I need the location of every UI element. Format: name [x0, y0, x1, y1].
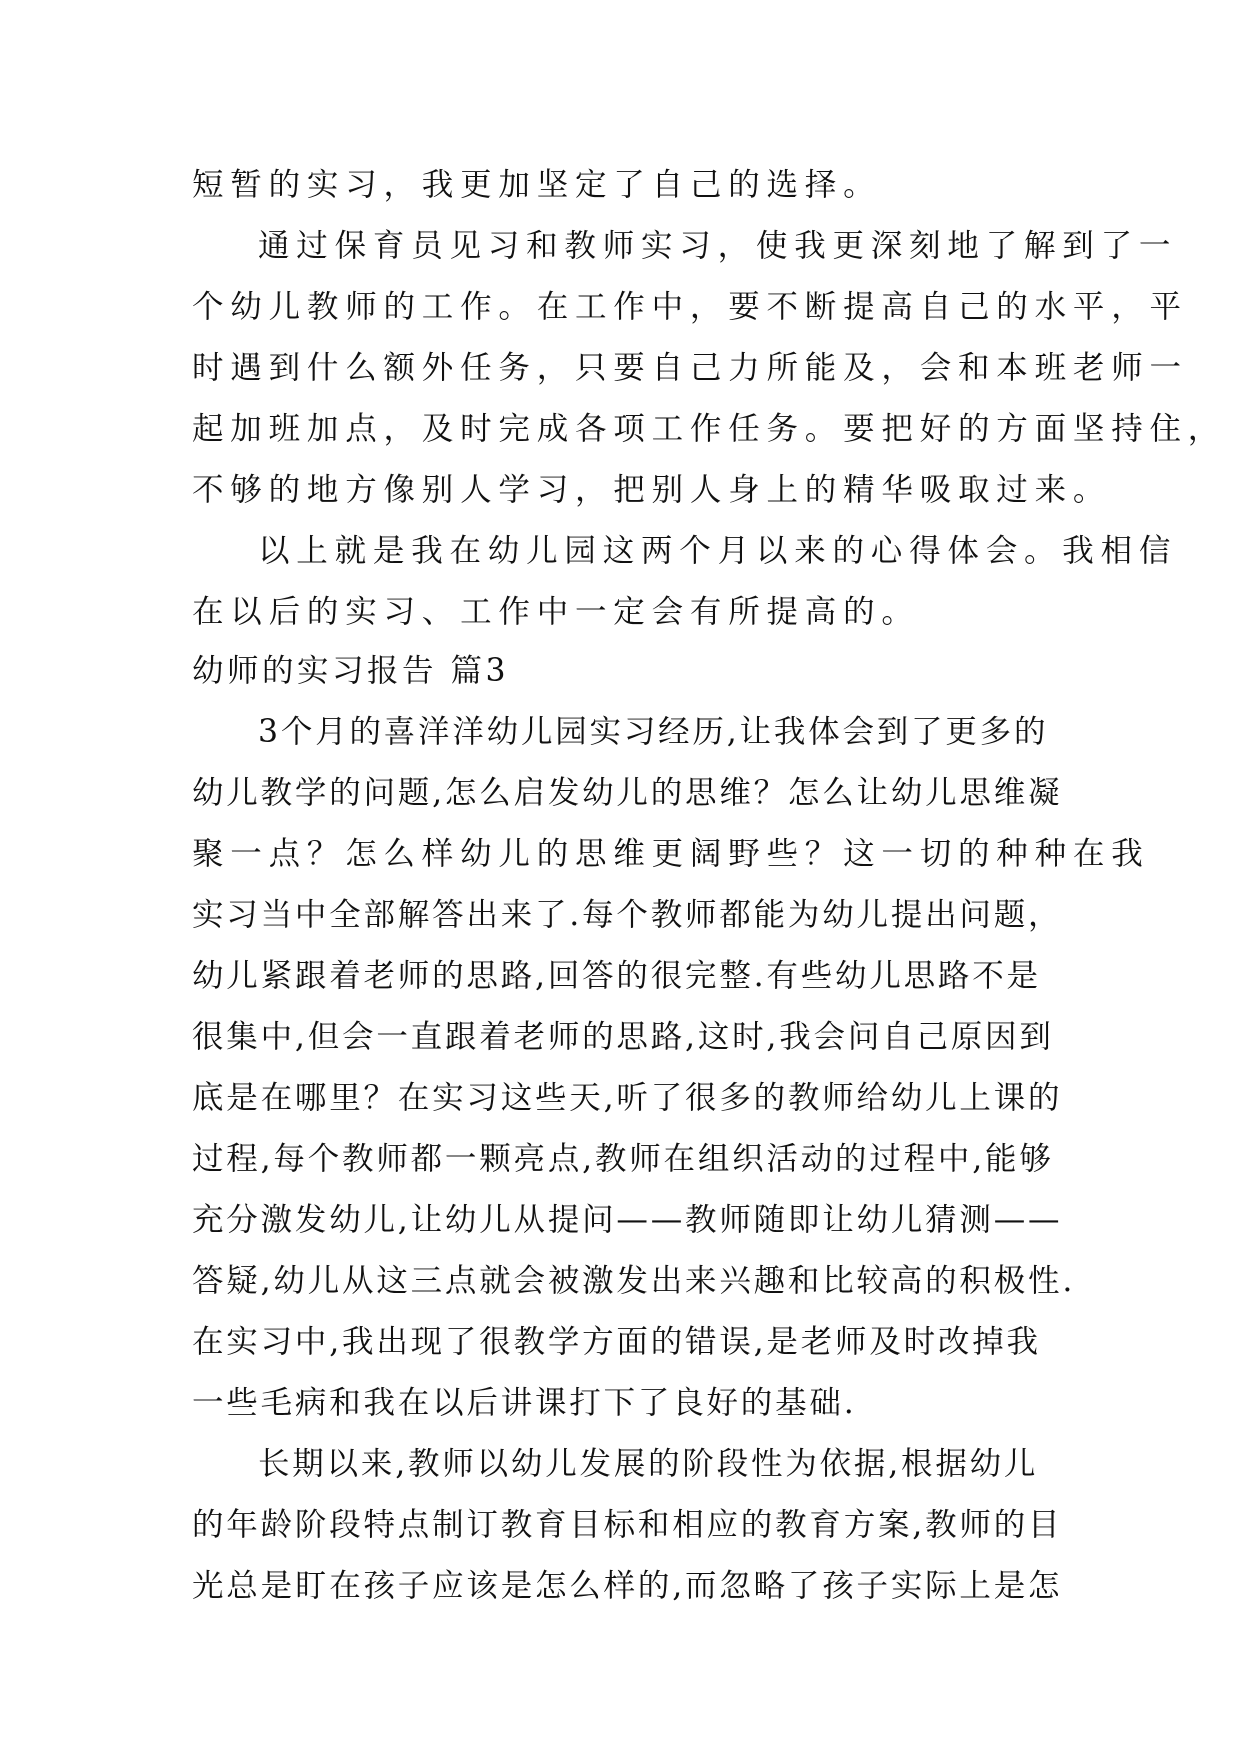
text-line: 不够的地方像别人学习，把别人身上的精华吸取过来。 — [192, 472, 1112, 508]
text-line: 在以后的实习、工作中一定会有所提高的。 — [192, 594, 920, 630]
text-line: 充分激发幼儿,让幼儿从提问——教师随即让幼儿猜测—— — [192, 1202, 1063, 1238]
text-line: 聚一点？怎么样幼儿的思维更阔野些？这一切的种种在我 — [192, 836, 1150, 872]
paragraph-first-line: 以上就是我在幼儿园这两个月以来的心得体会。我相信 — [258, 533, 1178, 569]
text-line: 光总是盯在孩子应该是怎么样的,而忽略了孩子实际上是怎 — [192, 1568, 1063, 1604]
section-heading: 幼师的实习报告 篇3 — [192, 653, 510, 689]
text-line: 短暂的实习，我更加坚定了自己的选择。 — [192, 167, 882, 203]
text-line: 很集中,但会一直跟着老师的思路,这时,我会问自己原因到 — [192, 1019, 1054, 1055]
text-line: 在实习中,我出现了很教学方面的错误,是老师及时改掉我 — [192, 1324, 1041, 1360]
text-line: 的年龄阶段特点制订教育目标和相应的教育方案,教师的目 — [192, 1507, 1063, 1543]
text-line: 一些毛病和我在以后讲课打下了良好的基础. — [192, 1385, 857, 1421]
text-line: 实习当中全部解答出来了.每个教师都能为幼儿提出问题， — [192, 897, 1063, 933]
text-line: 底是在哪里？在实习这些天,听了很多的教师给幼儿上课的 — [192, 1080, 1063, 1116]
text-line: 答疑,幼儿从这三点就会被激发出来兴趣和比较高的积极性. — [192, 1263, 1076, 1299]
text-line: 幼儿教学的问题,怎么启发幼儿的思维？怎么让幼儿思维凝 — [192, 775, 1063, 811]
text-line: 过程,每个教师都一颗亮点,教师在组织活动的过程中,能够 — [192, 1141, 1054, 1177]
paragraph-first-line: 3个月的喜洋洋幼儿园实习经历,让我体会到了更多的 — [258, 714, 1049, 750]
paragraph-first-line: 通过保育员见习和教师实习，使我更深刻地了解到了一 — [258, 228, 1178, 264]
text-line: 幼儿紧跟着老师的思路,回答的很完整.有些幼儿思路不是 — [192, 958, 1041, 994]
text-line: 起加班加点，及时完成各项工作任务。要把好的方面坚持住， — [192, 411, 1227, 447]
text-line: 时遇到什么额外任务，只要自己力所能及，会和本班老师一 — [192, 350, 1188, 386]
text-line: 个幼儿教师的工作。在工作中，要不断提高自己的水平，平 — [192, 289, 1188, 325]
paragraph-first-line: 长期以来,教师以幼儿发展的阶段性为依据,根据幼儿 — [258, 1446, 1039, 1482]
